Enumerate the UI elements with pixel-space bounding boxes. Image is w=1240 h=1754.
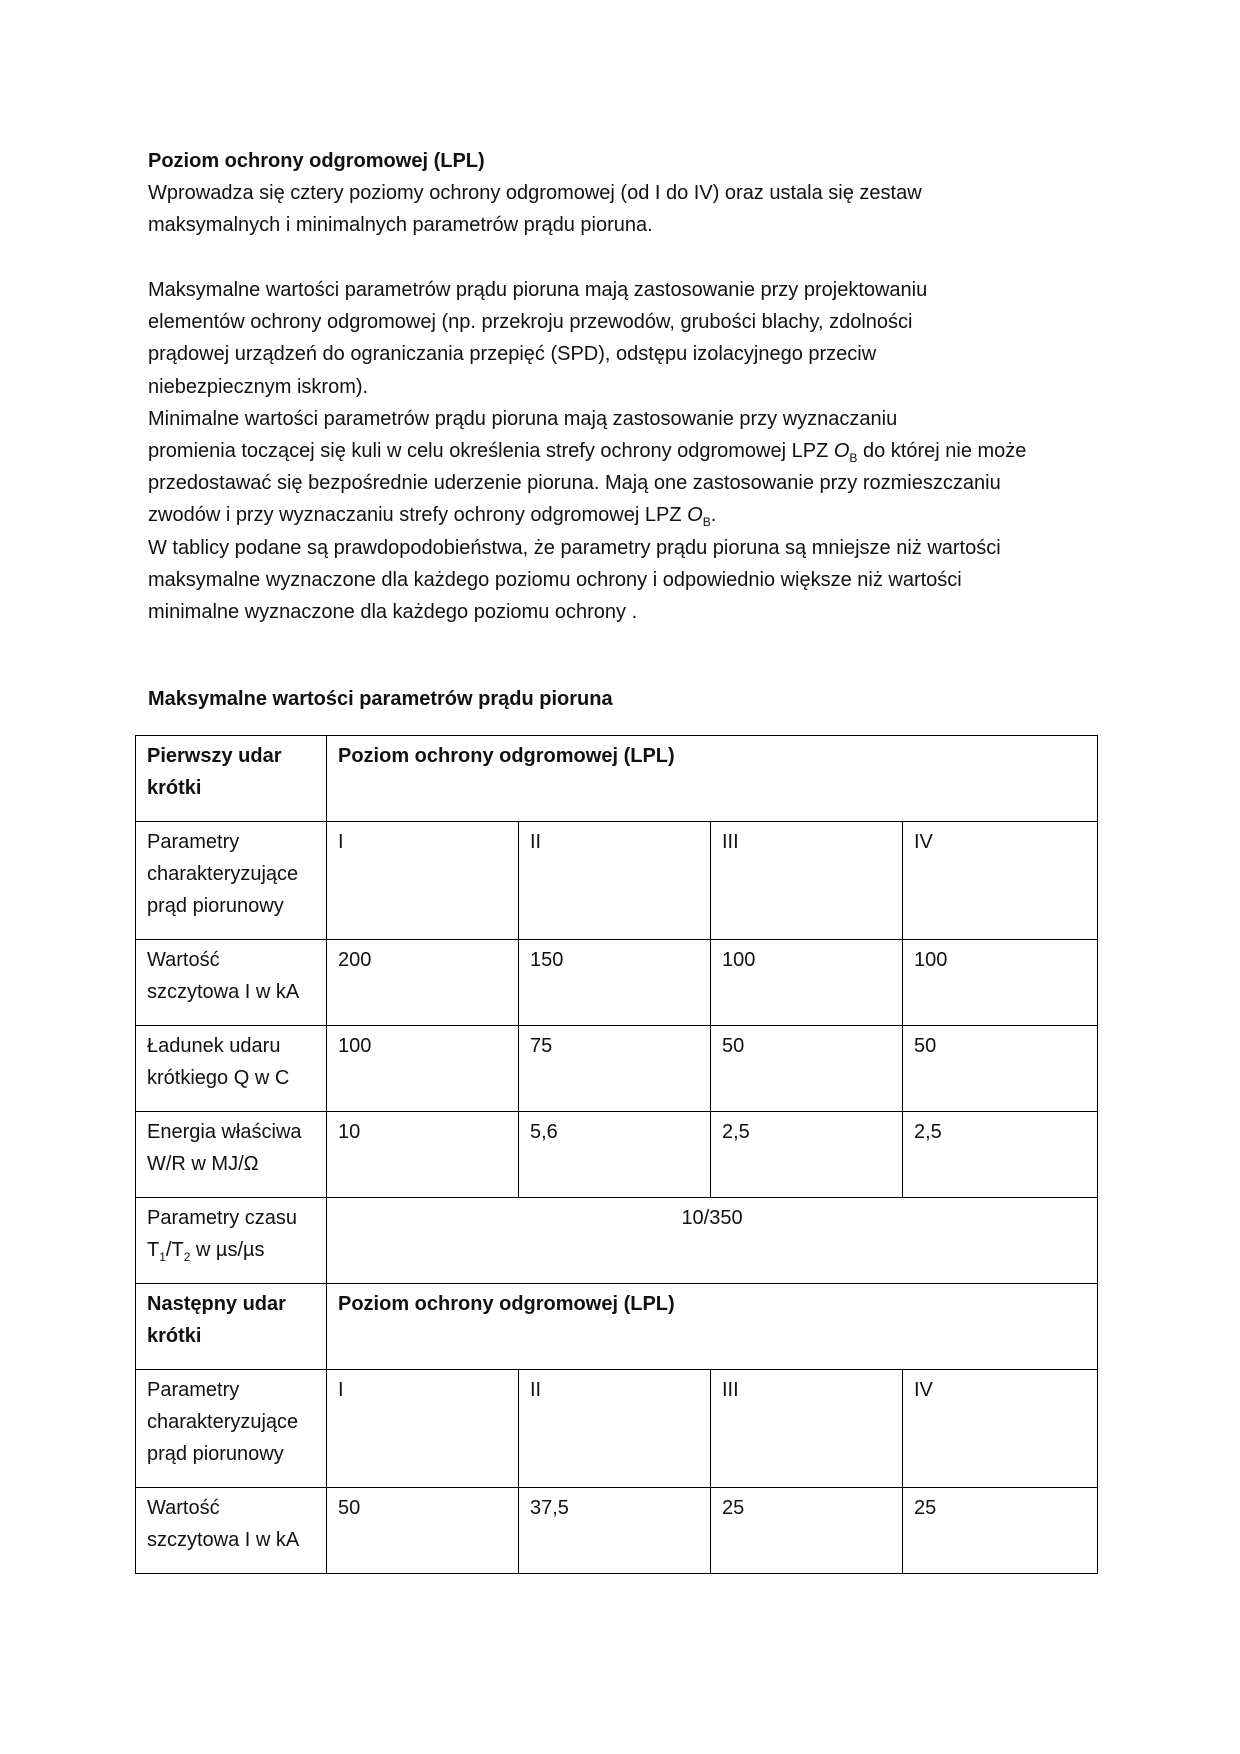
value-cell: 2,5 [711, 1112, 903, 1198]
cell-text: charakteryzujące [147, 1411, 299, 1433]
cell-text: Wartość [147, 1497, 220, 1519]
level-cell: IV [903, 1370, 1098, 1488]
zone-symbol: O [833, 440, 850, 463]
lightning-parameters-table [135, 735, 1098, 1574]
cell-text: krótkiego Q w C [147, 1067, 290, 1089]
text-line: prądowej urządzeń do ograniczania przepięć (SPD), odstępu izolacyjnego przeciw [148, 343, 877, 366]
first-stroke-header-cell [136, 736, 327, 822]
subscript: 2 [183, 1250, 191, 1264]
value-cell: 100 [903, 940, 1098, 1026]
value-cell: 50 [903, 1026, 1098, 1112]
subsequent-stroke-header-cell [136, 1284, 327, 1370]
cell-text: prąd piorunowy [147, 895, 284, 917]
level-cell: III [711, 1370, 903, 1488]
cell-text: Parametry [147, 831, 240, 853]
param-label-cell [136, 1370, 327, 1488]
value-cell: 5,6 [519, 1112, 711, 1198]
param-label-cell [136, 822, 327, 940]
level-cell: II [519, 822, 711, 940]
value-cell: 10 [327, 1112, 519, 1198]
cell-text: T [147, 1239, 160, 1261]
table-row [136, 1488, 1098, 1574]
level-cell: IV [903, 822, 1098, 940]
text-line [148, 499, 1088, 531]
subscript: 1 [159, 1250, 166, 1264]
text-line: przedostawać się bezpośrednie uderzenie pioruna. Mają one zastosowanie przy rozmieszczaniu [148, 472, 1001, 495]
cell-text: Energia właściwa [147, 1121, 302, 1143]
table-row [136, 1112, 1098, 1198]
value-cell: 150 [519, 940, 711, 1026]
text-line: Maksymalne wartości parametrów prądu pioruna mają zastosowanie przy projektowaniu [148, 279, 928, 301]
cell-text: w µs/µs [190, 1239, 265, 1261]
table-row [136, 1370, 1098, 1488]
text-fragment: promienia toczącej się kuli w celu określenia strefy ochrony odgromowej LPZ [148, 440, 834, 463]
cell-text: Pierwszy udar [147, 745, 282, 767]
zone-subscript: B [702, 515, 711, 530]
value-cell: 37,5 [519, 1488, 711, 1574]
level-cell: I [327, 1370, 519, 1488]
zone-subscript: B [849, 451, 858, 466]
cell-text: prąd piorunowy [147, 1443, 284, 1465]
table-row [136, 940, 1098, 1026]
time-unit-label [147, 1239, 265, 1264]
cell-text: szczytowa I w kA [147, 981, 300, 1003]
text-fragment: do której nie może [857, 440, 1027, 463]
text-line: Minimalne wartości parametrów prądu pioruna mają zastosowanie przy wyznaczaniu [148, 407, 898, 430]
text-line: Wprowadza się cztery poziomy ochrony odgromowej (od I do IV) oraz ustala się zestaw [148, 182, 922, 204]
row-label-cell [136, 1198, 327, 1284]
table-row [136, 822, 1098, 940]
lpl-header-cell: Poziom ochrony odgromowej (LPL) [327, 736, 1098, 822]
section-title-lpl: Poziom ochrony odgromowej (LPL) [148, 150, 485, 172]
value-cell: 2,5 [903, 1112, 1098, 1198]
text-line: maksymalne wyznaczone dla każdego poziomu ochrony i odpowiednio większe niż wartości [148, 568, 962, 591]
value-cell: 25 [711, 1488, 903, 1574]
cell-text: Parametry czasu [147, 1207, 298, 1229]
level-cell: III [711, 822, 903, 940]
text-line [148, 435, 1088, 467]
level-cell: I [327, 822, 519, 940]
intro-paragraph [148, 177, 1088, 241]
lpl-header-cell: Poziom ochrony odgromowej (LPL) [327, 1284, 1098, 1370]
value-cell: 25 [903, 1488, 1098, 1574]
table-row [136, 736, 1098, 822]
cell-text: Parametry [147, 1379, 240, 1401]
cell-text: charakteryzujące [147, 863, 299, 885]
section-title-max-values: Maksymalne wartości parametrów prądu pioruna [148, 688, 613, 710]
row-label-cell [136, 940, 327, 1026]
table-row [136, 1284, 1098, 1370]
text-line: elementów ochrony odgromowej (np. przekroju przewodów, grubości blachy, zdolności [148, 311, 913, 334]
zone-symbol: O [687, 504, 703, 527]
cell-text: krótki [147, 777, 202, 799]
row-label-cell [136, 1112, 327, 1198]
value-cell: 50 [711, 1026, 903, 1112]
value-cell: 75 [519, 1026, 711, 1112]
table-row [136, 1026, 1098, 1112]
text-line: minimalne wyznaczone dla każdego poziomu ochrony . [148, 601, 638, 624]
row-label-cell [136, 1026, 327, 1112]
time-value-cell: 10/350 [327, 1198, 1098, 1284]
cell-text: W/R w MJ/Ω [147, 1153, 259, 1175]
cell-text: Następny udar [147, 1293, 286, 1315]
text-fragment: zwodów i przy wyznaczaniu strefy ochrony odgromowej LPZ [148, 504, 688, 527]
cell-text: /T [165, 1239, 184, 1261]
cell-text: Wartość [147, 949, 220, 971]
text-line: W tablicy podane są prawdopodobieństwa, że parametry prądu pioruna są mniejsze niż wartości [148, 536, 1001, 559]
text-fragment: . [710, 504, 717, 527]
cell-text: krótki [147, 1325, 202, 1347]
parameters-paragraph [148, 274, 1088, 628]
text-line: niebezpiecznym iskrom). [148, 375, 369, 398]
cell-text: szczytowa I w kA [147, 1529, 300, 1551]
value-cell: 50 [327, 1488, 519, 1574]
row-label-cell [136, 1488, 327, 1574]
level-cell: II [519, 1370, 711, 1488]
value-cell: 100 [711, 940, 903, 1026]
text-line: maksymalnych i minimalnych parametrów prądu pioruna. [148, 214, 653, 237]
cell-text: Ładunek udaru [147, 1035, 281, 1057]
value-cell: 200 [327, 940, 519, 1026]
table-row [136, 1198, 1098, 1284]
value-cell: 100 [327, 1026, 519, 1112]
